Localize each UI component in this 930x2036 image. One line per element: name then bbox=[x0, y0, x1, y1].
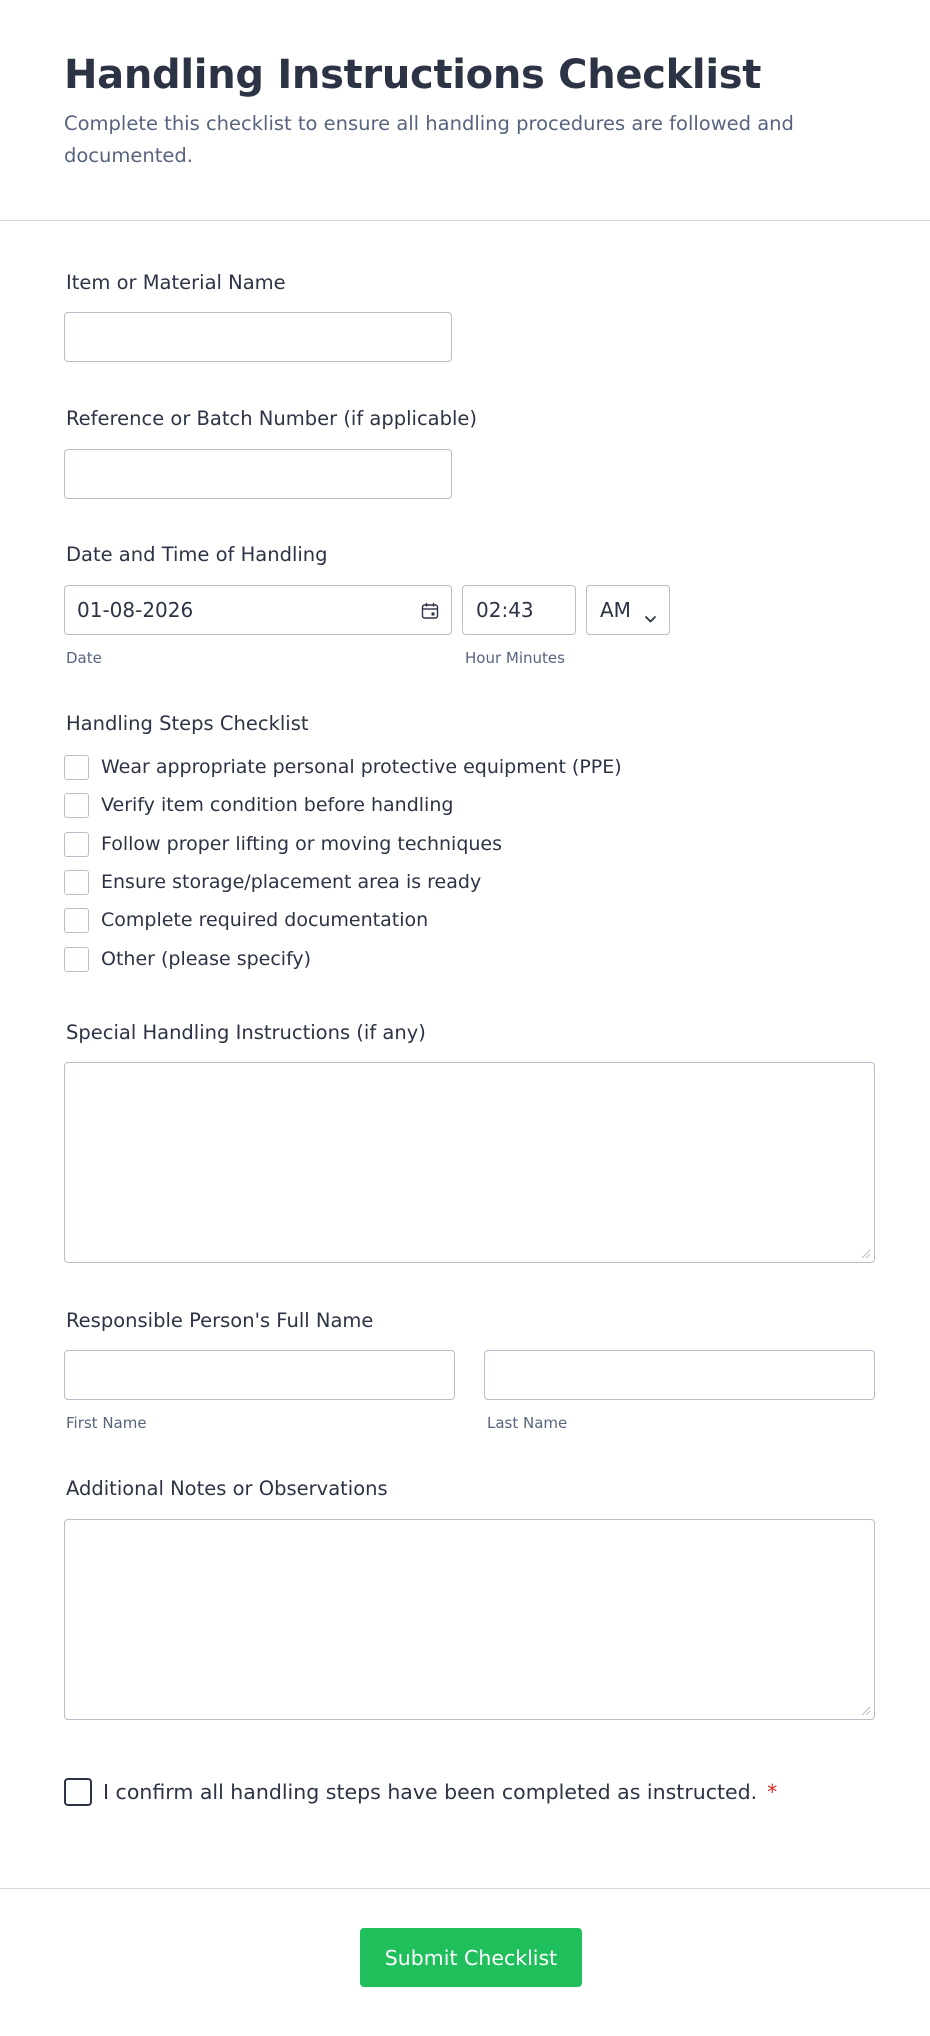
submit-button[interactable]: Submit Checklist bbox=[360, 1928, 582, 1987]
item-name-input[interactable] bbox=[64, 312, 452, 362]
resize-grip-icon[interactable] bbox=[861, 1706, 871, 1716]
chevron-down-icon bbox=[644, 605, 657, 615]
step-checkbox[interactable] bbox=[64, 793, 89, 818]
footer-divider bbox=[0, 1888, 930, 1889]
step-checkbox[interactable] bbox=[64, 832, 89, 857]
page-title: Handling Instructions Checklist bbox=[64, 52, 762, 98]
step-label: Verify item condition before handling bbox=[101, 794, 454, 816]
step-item[interactable] bbox=[64, 907, 428, 933]
notes-label: Additional Notes or Observations bbox=[66, 1477, 388, 1500]
resize-grip-icon[interactable] bbox=[861, 1249, 871, 1259]
notes-textarea[interactable] bbox=[64, 1519, 875, 1720]
datetime-label: Date and Time of Handling bbox=[66, 543, 328, 566]
step-checkbox[interactable] bbox=[64, 947, 89, 972]
time-value: 02:43 bbox=[476, 598, 534, 622]
confirm-field[interactable] bbox=[64, 1778, 777, 1806]
date-input[interactable] bbox=[64, 585, 452, 635]
step-item[interactable] bbox=[64, 869, 481, 895]
step-checkbox[interactable] bbox=[64, 870, 89, 895]
step-item[interactable] bbox=[64, 754, 622, 780]
ampm-value: AM bbox=[600, 598, 631, 622]
calendar-icon[interactable] bbox=[421, 601, 439, 619]
first-name-input[interactable] bbox=[64, 1350, 455, 1400]
person-label: Responsible Person's Full Name bbox=[66, 1309, 374, 1332]
steps-label: Handling Steps Checklist bbox=[66, 712, 309, 735]
date-value: 01-08-2026 bbox=[77, 598, 194, 622]
step-checkbox[interactable] bbox=[64, 755, 89, 780]
step-label: Follow proper lifting or moving techniques bbox=[101, 833, 503, 855]
last-name-sublabel: Last Name bbox=[487, 1414, 568, 1432]
special-label: Special Handling Instructions (if any) bbox=[66, 1021, 426, 1044]
reference-input[interactable] bbox=[64, 449, 452, 499]
item-name-label: Item or Material Name bbox=[66, 271, 286, 294]
date-sublabel: Date bbox=[66, 649, 102, 667]
step-label: Complete required documentation bbox=[101, 909, 429, 931]
step-label: Wear appropriate personal protective equipment (PPE) bbox=[101, 756, 622, 778]
step-checkbox[interactable] bbox=[64, 908, 89, 933]
confirm-checkbox[interactable] bbox=[64, 1778, 92, 1806]
last-name-input[interactable] bbox=[484, 1350, 875, 1400]
step-item[interactable] bbox=[64, 792, 453, 818]
time-sublabel: Hour Minutes bbox=[465, 649, 565, 667]
ampm-select[interactable] bbox=[586, 585, 670, 635]
confirm-label: I confirm all handling steps have been completed as instructed. bbox=[103, 1780, 758, 1804]
reference-label: Reference or Batch Number (if applicable) bbox=[66, 407, 478, 430]
page-subtitle: Complete this checklist to ensure all handling procedures are followed and documented. bbox=[64, 112, 794, 167]
time-input[interactable] bbox=[462, 585, 576, 635]
step-label: Ensure storage/placement area is ready bbox=[101, 871, 482, 893]
form-header bbox=[0, 0, 930, 221]
required-mark: * bbox=[767, 1780, 778, 1804]
step-item[interactable] bbox=[64, 946, 311, 972]
step-item[interactable] bbox=[64, 831, 502, 857]
step-label: Other (please specify) bbox=[101, 948, 312, 970]
special-textarea[interactable] bbox=[64, 1062, 875, 1263]
first-name-sublabel: First Name bbox=[66, 1414, 147, 1432]
